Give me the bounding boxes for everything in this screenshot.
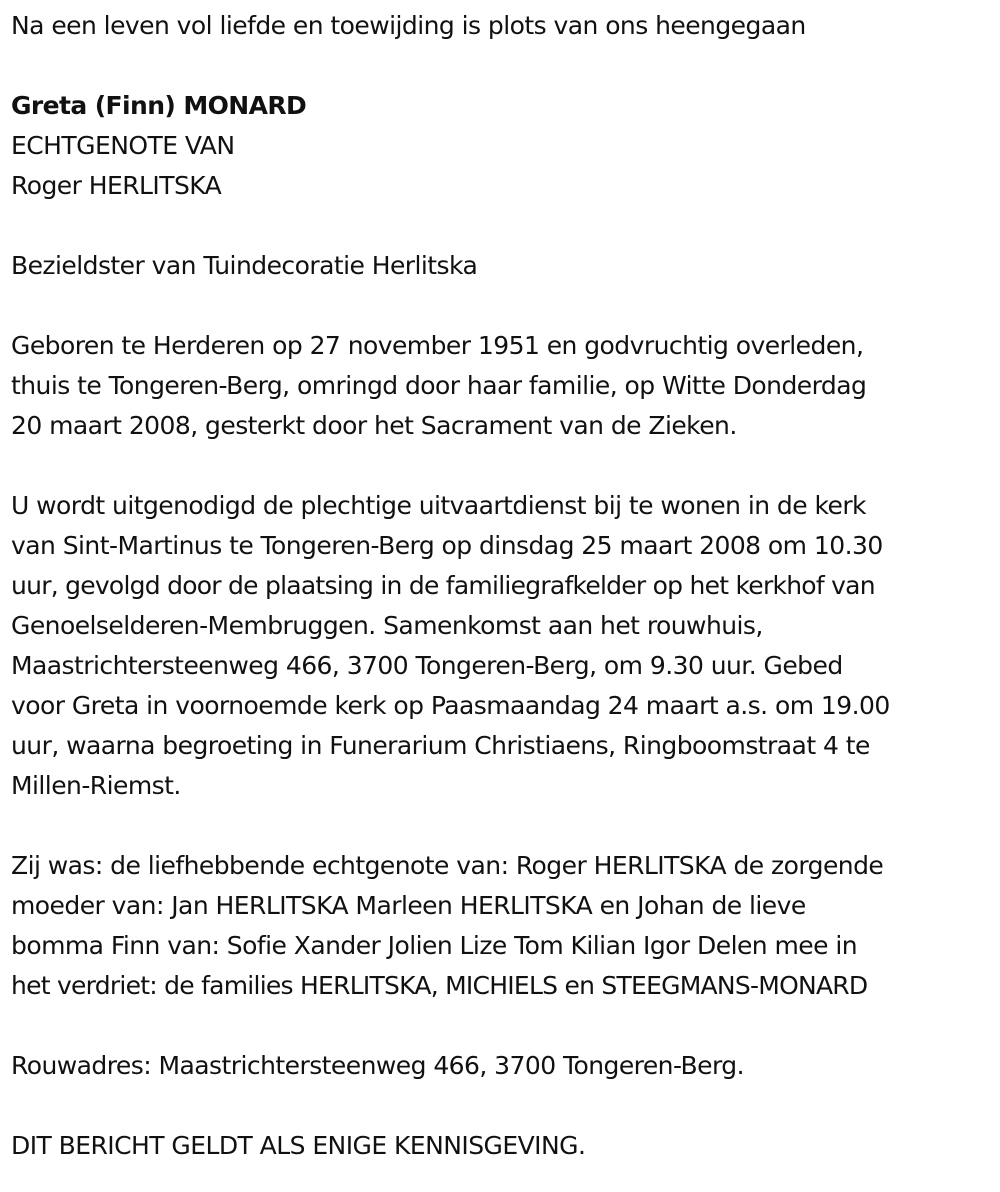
birth-death-line: Geboren te Herderen op 27 november 1951 en godvruchtig overleden, <box>11 331 864 360</box>
funeral-line: U wordt uitgenodigd de plechtige uitvaartdienst bij te wonen in de kerk <box>11 491 866 520</box>
family-line: Zij was: de liefhebbende echtgenote van: Roger HERLITSKA de zorgende <box>11 851 884 880</box>
spacer <box>11 1006 991 1046</box>
spacer <box>11 1086 991 1126</box>
spacer <box>11 286 991 326</box>
funeral-line: uur, gevolgd door de plaatsing in de familiegrafkelder op het kerkhof van <box>11 571 875 600</box>
funeral-line: uur, waarna begroeting in Funerarium Christiaens, Ringboomstraat 4 te <box>11 731 870 760</box>
spouse-name: Roger HERLITSKA <box>11 171 222 200</box>
funeral-line: Maastrichtersteenweg 466, 3700 Tongeren-Berg, om 9.30 uur. Gebed <box>11 651 843 680</box>
spacer <box>11 206 991 246</box>
family-line: bomma Finn van: Sofie Xander Jolien Lize Tom Kilian Igor Delen mee in <box>11 931 858 960</box>
birth-death-line: thuis te Tongeren-Berg, omringd door haar familie, op Witte Donderdag <box>11 371 867 400</box>
deceased-name: Greta (Finn) MONARD <box>11 91 307 120</box>
obituary-notice <box>11 6 991 1166</box>
funeral-line: Millen-Riemst. <box>11 771 181 800</box>
spacer <box>11 446 991 486</box>
funeral-line: van Sint-Martinus te Tongeren-Berg op dinsdag 25 maart 2008 om 10.30 <box>11 531 883 560</box>
funeral-line: Genoelselderen-Membruggen. Samenkomst aan het rouwhuis, <box>11 611 763 640</box>
closing-line: DIT BERICHT GELDT ALS ENIGE KENNISGEVING. <box>11 1131 586 1160</box>
role-line: Bezieldster van Tuindecoratie Herlitska <box>11 251 478 280</box>
spacer <box>11 46 991 86</box>
relation-label: ECHTGENOTE VAN <box>11 131 235 160</box>
spacer <box>11 806 991 846</box>
family-line: het verdriet: de families HERLITSKA, MICHIELS en STEEGMANS-MONARD <box>11 971 868 1000</box>
intro-line: Na een leven vol liefde en toewijding is plots van ons heengegaan <box>11 11 806 40</box>
address-line: Rouwadres: Maastrichtersteenweg 466, 3700 Tongeren-Berg. <box>11 1051 744 1080</box>
funeral-line: voor Greta in voornoemde kerk op Paasmaandag 24 maart a.s. om 19.00 <box>11 691 890 720</box>
birth-death-line: 20 maart 2008, gesterkt door het Sacrament van de Zieken. <box>11 411 737 440</box>
family-line: moeder van: Jan HERLITSKA Marleen HERLITSKA en Johan de lieve <box>11 891 806 920</box>
